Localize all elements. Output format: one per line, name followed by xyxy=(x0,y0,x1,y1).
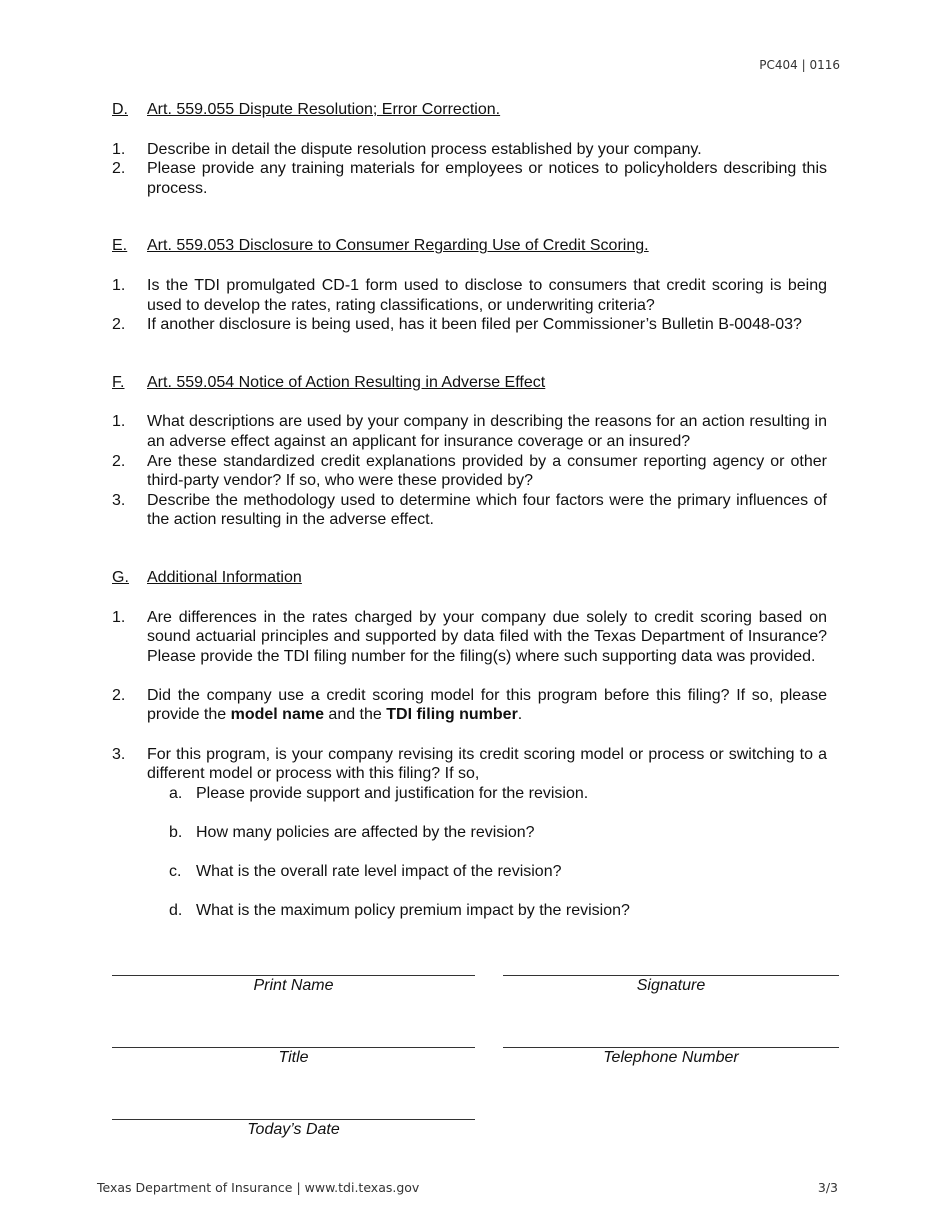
sub-list-item xyxy=(169,784,827,804)
form-code: PC404 | 0116 xyxy=(759,58,840,72)
section-f-heading xyxy=(112,373,827,393)
sub-list-item xyxy=(169,901,827,921)
list-item xyxy=(112,745,827,921)
telephone-line[interactable] xyxy=(503,1047,839,1067)
item-text xyxy=(147,686,827,725)
section-e-title: Art. 559.053 Disclosure to Consumer Regarding Use of Credit Scoring. xyxy=(147,237,649,255)
section-f-list xyxy=(112,412,827,530)
item-number: 3. xyxy=(112,491,126,509)
sub-item-letter: d. xyxy=(169,902,183,920)
item-text: Is the TDI promulgated CD-1 form used to disclose to consumers that credit scoring is being used to develop the rates, rating classifications, or underwriting criteria? xyxy=(147,276,827,314)
page-number: 3/3 xyxy=(817,1180,838,1195)
item-number: 2. xyxy=(112,160,126,178)
footer-agency: Texas Department of Insurance | www.tdi.texas.gov xyxy=(97,1180,420,1195)
sub-item-text: What is the maximum policy premium impact by the revision? xyxy=(196,902,630,920)
model-name-emphasis: model name xyxy=(230,706,324,724)
item-text-part: Did the company use a credit scoring model for this program before this filing? If so, please provide the xyxy=(147,686,827,724)
item-number: 1. xyxy=(112,608,126,626)
section-d-letter: D. xyxy=(112,101,128,118)
section-g-heading xyxy=(112,568,827,588)
section-f-letter: F. xyxy=(112,373,125,391)
sub-item-text: Please provide support and justification for the revision. xyxy=(196,784,589,802)
list-item xyxy=(112,140,827,160)
item-text: Are these standardized credit explanations provided by a consumer reporting agency or other third-party vendor? If so, who were these provided by? xyxy=(147,452,827,490)
section-e-letter: E. xyxy=(112,237,128,255)
signature-row xyxy=(112,975,840,1047)
section-f-title: Art. 559.054 Notice of Action Resulting in Adverse Effect xyxy=(147,373,546,391)
list-item xyxy=(112,452,827,491)
section-g-letter: G. xyxy=(112,568,129,586)
sub-item-letter: c. xyxy=(169,863,182,881)
section-d-heading xyxy=(112,100,827,120)
item-text-part: . xyxy=(517,706,523,724)
title-line[interactable] xyxy=(112,1047,475,1067)
list-item xyxy=(112,491,827,530)
signature-block xyxy=(112,975,840,1191)
item-text-block xyxy=(147,745,827,921)
document-body xyxy=(112,100,827,921)
sub-item-letter: b. xyxy=(169,824,183,842)
item-text: Describe in detail the dispute resolution process established by your company. xyxy=(147,140,702,158)
title-label: Title xyxy=(278,1049,309,1066)
item-text: For this program, is your company revising its credit scoring model or process or switching to a different model or process with this filing? If so, xyxy=(147,745,827,783)
list-item xyxy=(112,608,827,667)
sub-item-text: How many policies are affected by the revision? xyxy=(196,824,535,842)
signature-row xyxy=(112,1047,840,1119)
sub-item-letter: a. xyxy=(169,784,183,802)
item-text: Are differences in the rates charged by your company due solely to credit scoring based on sound actuarial principles and supported by data filed with the Texas Department of Insurance? Please provide the TDI filing number for the filing(s) where such supporting data was provided. xyxy=(147,608,827,665)
item-text: Describe the methodology used to determine which four factors were the primary influences of the action resulting in the adverse effect. xyxy=(147,491,827,529)
print-name-line[interactable] xyxy=(112,975,475,995)
signature-line[interactable] xyxy=(503,975,839,995)
list-item xyxy=(112,412,827,451)
section-d-list xyxy=(112,140,827,199)
sub-item-text: What is the overall rate level impact of the revision? xyxy=(196,863,562,881)
date-line[interactable] xyxy=(112,1119,475,1139)
list-item xyxy=(112,276,827,315)
section-d-title: Art. 559.055 Dispute Resolution; Error Correction. xyxy=(147,101,501,118)
section-e-heading xyxy=(112,236,827,256)
item-text: Please provide any training materials for employees or notices to policyholders describing this process. xyxy=(147,160,827,197)
date-label: Today’s Date xyxy=(247,1121,340,1138)
list-item xyxy=(112,315,827,335)
list-item xyxy=(112,686,827,725)
sub-list-item xyxy=(169,862,827,882)
signature-label: Signature xyxy=(636,977,706,994)
sub-list xyxy=(147,784,827,921)
item-number: 1. xyxy=(112,276,126,294)
item-number: 2. xyxy=(112,686,126,704)
telephone-label: Telephone Number xyxy=(603,1049,739,1066)
item-text: If another disclosure is being used, has it been filed per Commissioner’s Bulletin B-0048-03? xyxy=(147,316,802,334)
print-name-label: Print Name xyxy=(253,977,334,994)
list-item xyxy=(112,159,827,198)
item-number: 1. xyxy=(112,140,126,158)
item-number: 1. xyxy=(112,413,126,431)
filing-number-emphasis: TDI filing number xyxy=(386,706,518,724)
item-number: 3. xyxy=(112,745,126,763)
item-text-part: and the xyxy=(323,706,387,724)
item-number: 2. xyxy=(112,316,126,334)
section-e-list xyxy=(112,276,827,335)
item-number: 2. xyxy=(112,452,126,470)
sub-list-item xyxy=(169,823,827,843)
item-text: What descriptions are used by your company in describing the reasons for an action resulting in an adverse effect against an applicant for insurance coverage or an insured? xyxy=(147,413,827,450)
section-g-list xyxy=(112,608,827,922)
section-g-title: Additional Information xyxy=(147,568,302,586)
